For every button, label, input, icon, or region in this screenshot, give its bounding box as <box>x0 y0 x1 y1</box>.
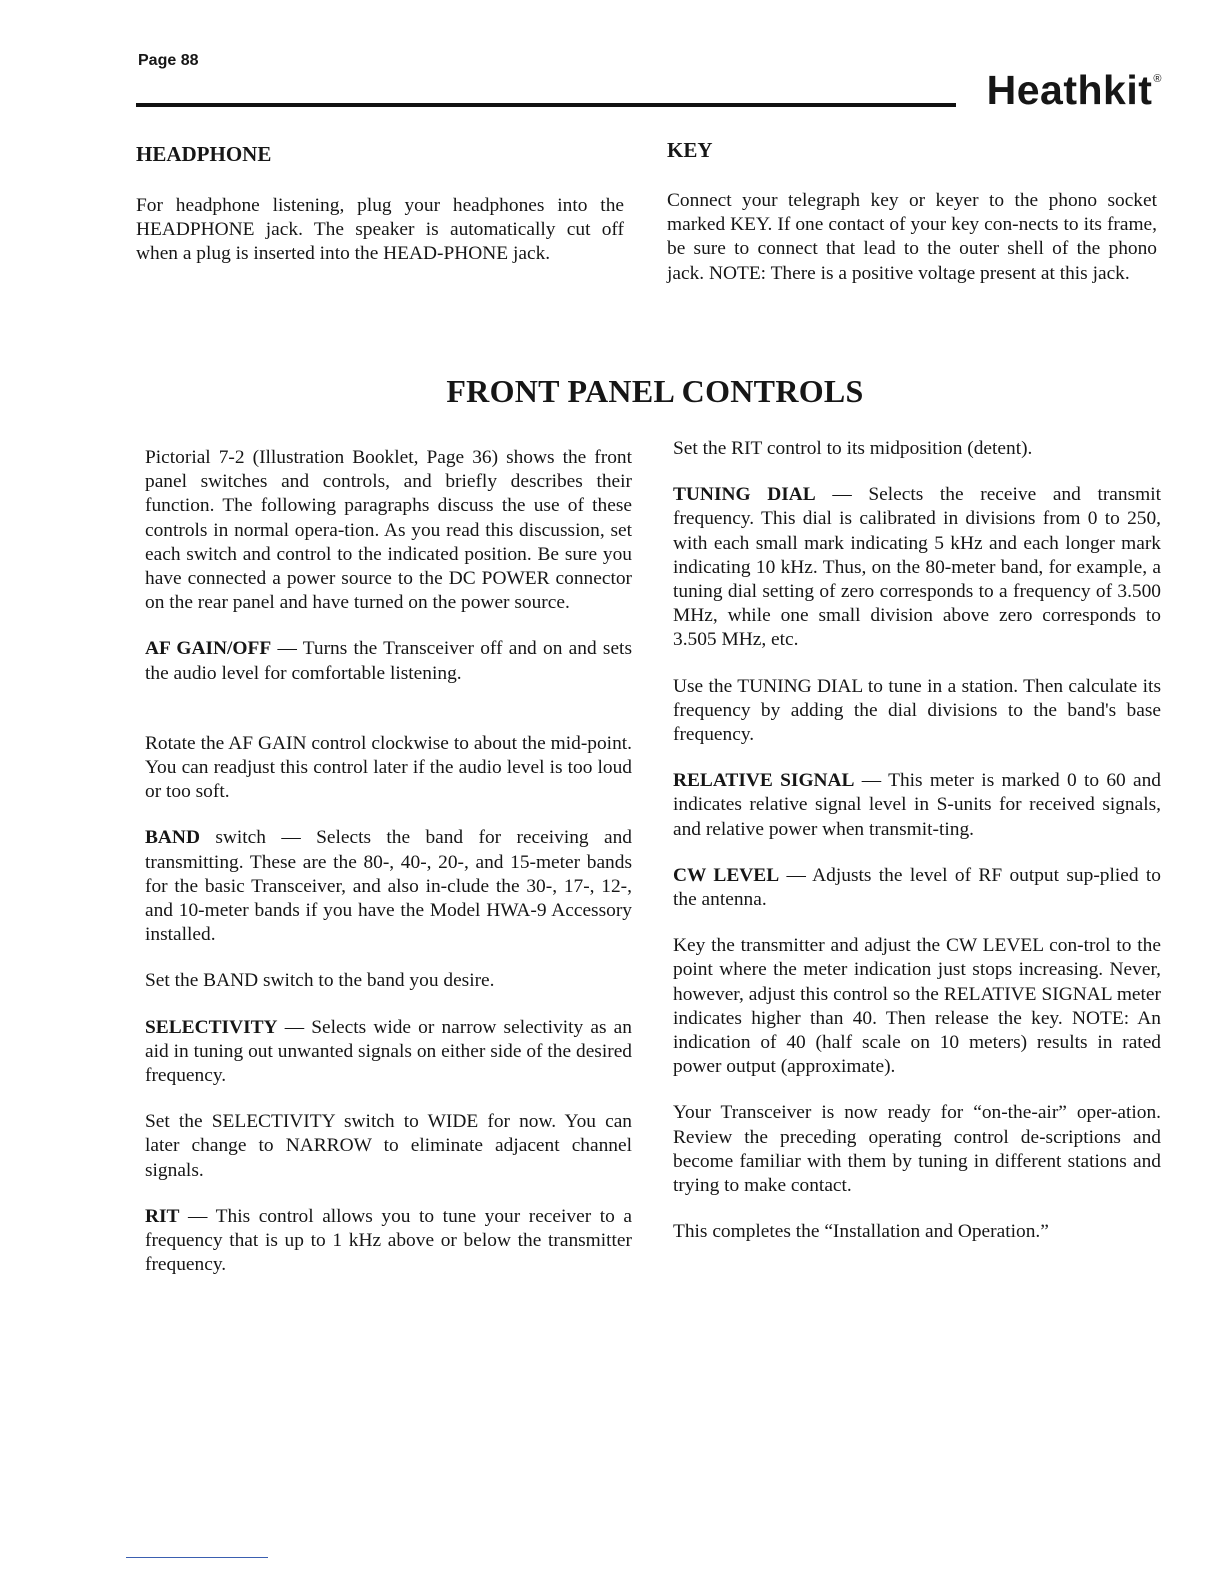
footer-line <box>126 1557 268 1558</box>
rit-paragraph: RIT — This control allows you to tune your receiver to a frequency that is up to 1 kHz above or below the transmitter frequency. <box>145 1205 632 1276</box>
left-column <box>145 446 632 1299</box>
relative-signal-term: RELATIVE SIGNAL <box>673 770 855 792</box>
band-setting: Set the BAND switch to the band you desire. <box>145 970 495 992</box>
page-number: Page 88 <box>138 52 199 69</box>
ready-paragraph: Your Transceiver is now ready for “on-the-air” oper-ation. Review the preceding operating control de-scriptions and become familiar with them by tuning in different stations and trying to make contact. <box>673 1102 1161 1197</box>
selectivity-setting: Set the SELECTIVITY switch to WIDE for now. You can later change to NARROW to eliminate adjacent channel signals. <box>145 1111 632 1181</box>
registered-mark: ® <box>1153 73 1162 85</box>
tuning-dial-usage: Use the TUNING DIAL to tune in a station. Then calculate its frequency by adding the dial divisions to the band's base frequency. <box>673 675 1161 746</box>
relative-signal-paragraph: RELATIVE SIGNAL — This meter is marked 0 to 60 and indicates relative signal level in S-units for received signals, and relative power when transmit-ting. <box>673 770 1161 840</box>
headphone-section <box>136 194 624 289</box>
key-heading: KEY <box>667 138 713 162</box>
headphone-heading: HEADPHONE <box>136 142 272 166</box>
tuning-dial-term: TUNING DIAL <box>673 484 816 506</box>
key-text: Connect your telegraph key or keyer to the phono socket marked KEY. If one contact of your key con-nects to its frame, be sure to connect that lead to the outer shell of the phono jack. NOTE: There is a positive voltage present at this jack. <box>667 190 1157 284</box>
rit-term: RIT <box>145 1205 180 1227</box>
af-gain-paragraph: AF GAIN/OFF — Turns the Transceiver off and on and sets the audio level for comfortable listening. <box>145 638 632 684</box>
cw-level-paragraph: CW LEVEL — Adjusts the level of RF output sup-plied to the antenna. <box>673 864 1161 911</box>
intro-paragraph: Pictorial 7-2 (Illustration Booklet, Page 36) shows the front panel switches and controls, and briefly describes their function. The following paragraphs discuss the use of these controls in normal opera-tion. As you read this discussion, set each switch and control to the indicated position. Be sure you have connected a power source to the DC POWER connector on the rear panel and have turned on the power source. <box>145 447 632 614</box>
cw-level-setting: Key the transmitter and adjust the CW LEVEL con-trol to the point where the meter indication just stops increasing. Never, however, adjust this control so the RELATIVE SIGNAL meter indicates higher than 40. Then release the key. NOTE: An indication of 40 (half scale on 10 meters) results in rated power output (approximate). <box>673 935 1161 1078</box>
header-rule <box>136 103 956 107</box>
rit-setting: Set the RIT control to its midposition (detent). <box>673 438 1033 459</box>
section-title: FRONT PANEL CONTROLS <box>446 373 864 409</box>
selectivity-term: SELECTIVITY <box>145 1016 278 1038</box>
af-gain-setting: Rotate the AF GAIN control clockwise to about the mid-point. You can readjust this control later if the audio level is too loud or too soft. <box>145 732 632 803</box>
right-column <box>673 437 1161 1266</box>
completion-paragraph: This completes the “Installation and Operation.” <box>673 1221 1049 1243</box>
cw-level-term: CW LEVEL <box>673 864 780 886</box>
key-section <box>667 189 1157 308</box>
selectivity-paragraph: SELECTIVITY — Selects wide or narrow selectivity as an aid in tuning out unwanted signals on either side of the desired frequency. <box>145 1016 632 1087</box>
band-term: BAND <box>145 827 200 849</box>
tuning-dial-paragraph: TUNING DIAL — Selects the receive and transmit frequency. This dial is calibrated in divisions from 0 to 250, with each small mark indicating 5 kHz and each longer mark indicating 10 kHz. Thus, on the 80-meter band, for example, a tuning dial setting of zero corresponds to a frequency of 3.500 MHz, while one small division above zero corresponds to 3.505 MHz, etc. <box>673 484 1162 651</box>
headphone-text: For headphone listening, plug your headphones into the HEADPHONE jack. The speaker is automatically cut off when a plug is inserted into the HEAD-PHONE jack. <box>136 195 624 265</box>
brand-logo: Heathkit® <box>986 67 1162 113</box>
af-gain-term: AF GAIN/OFF <box>145 638 272 660</box>
band-paragraph: BAND switch — Selects the band for receiving and transmitting. These are the 80-, 40-, 20-, and 15-meter bands for the basic Transceiver, and also in-clude the 30-, 17-, 12-, and 10-meter bands if you have the Model HWA-9 Accessory installed. <box>145 827 632 946</box>
